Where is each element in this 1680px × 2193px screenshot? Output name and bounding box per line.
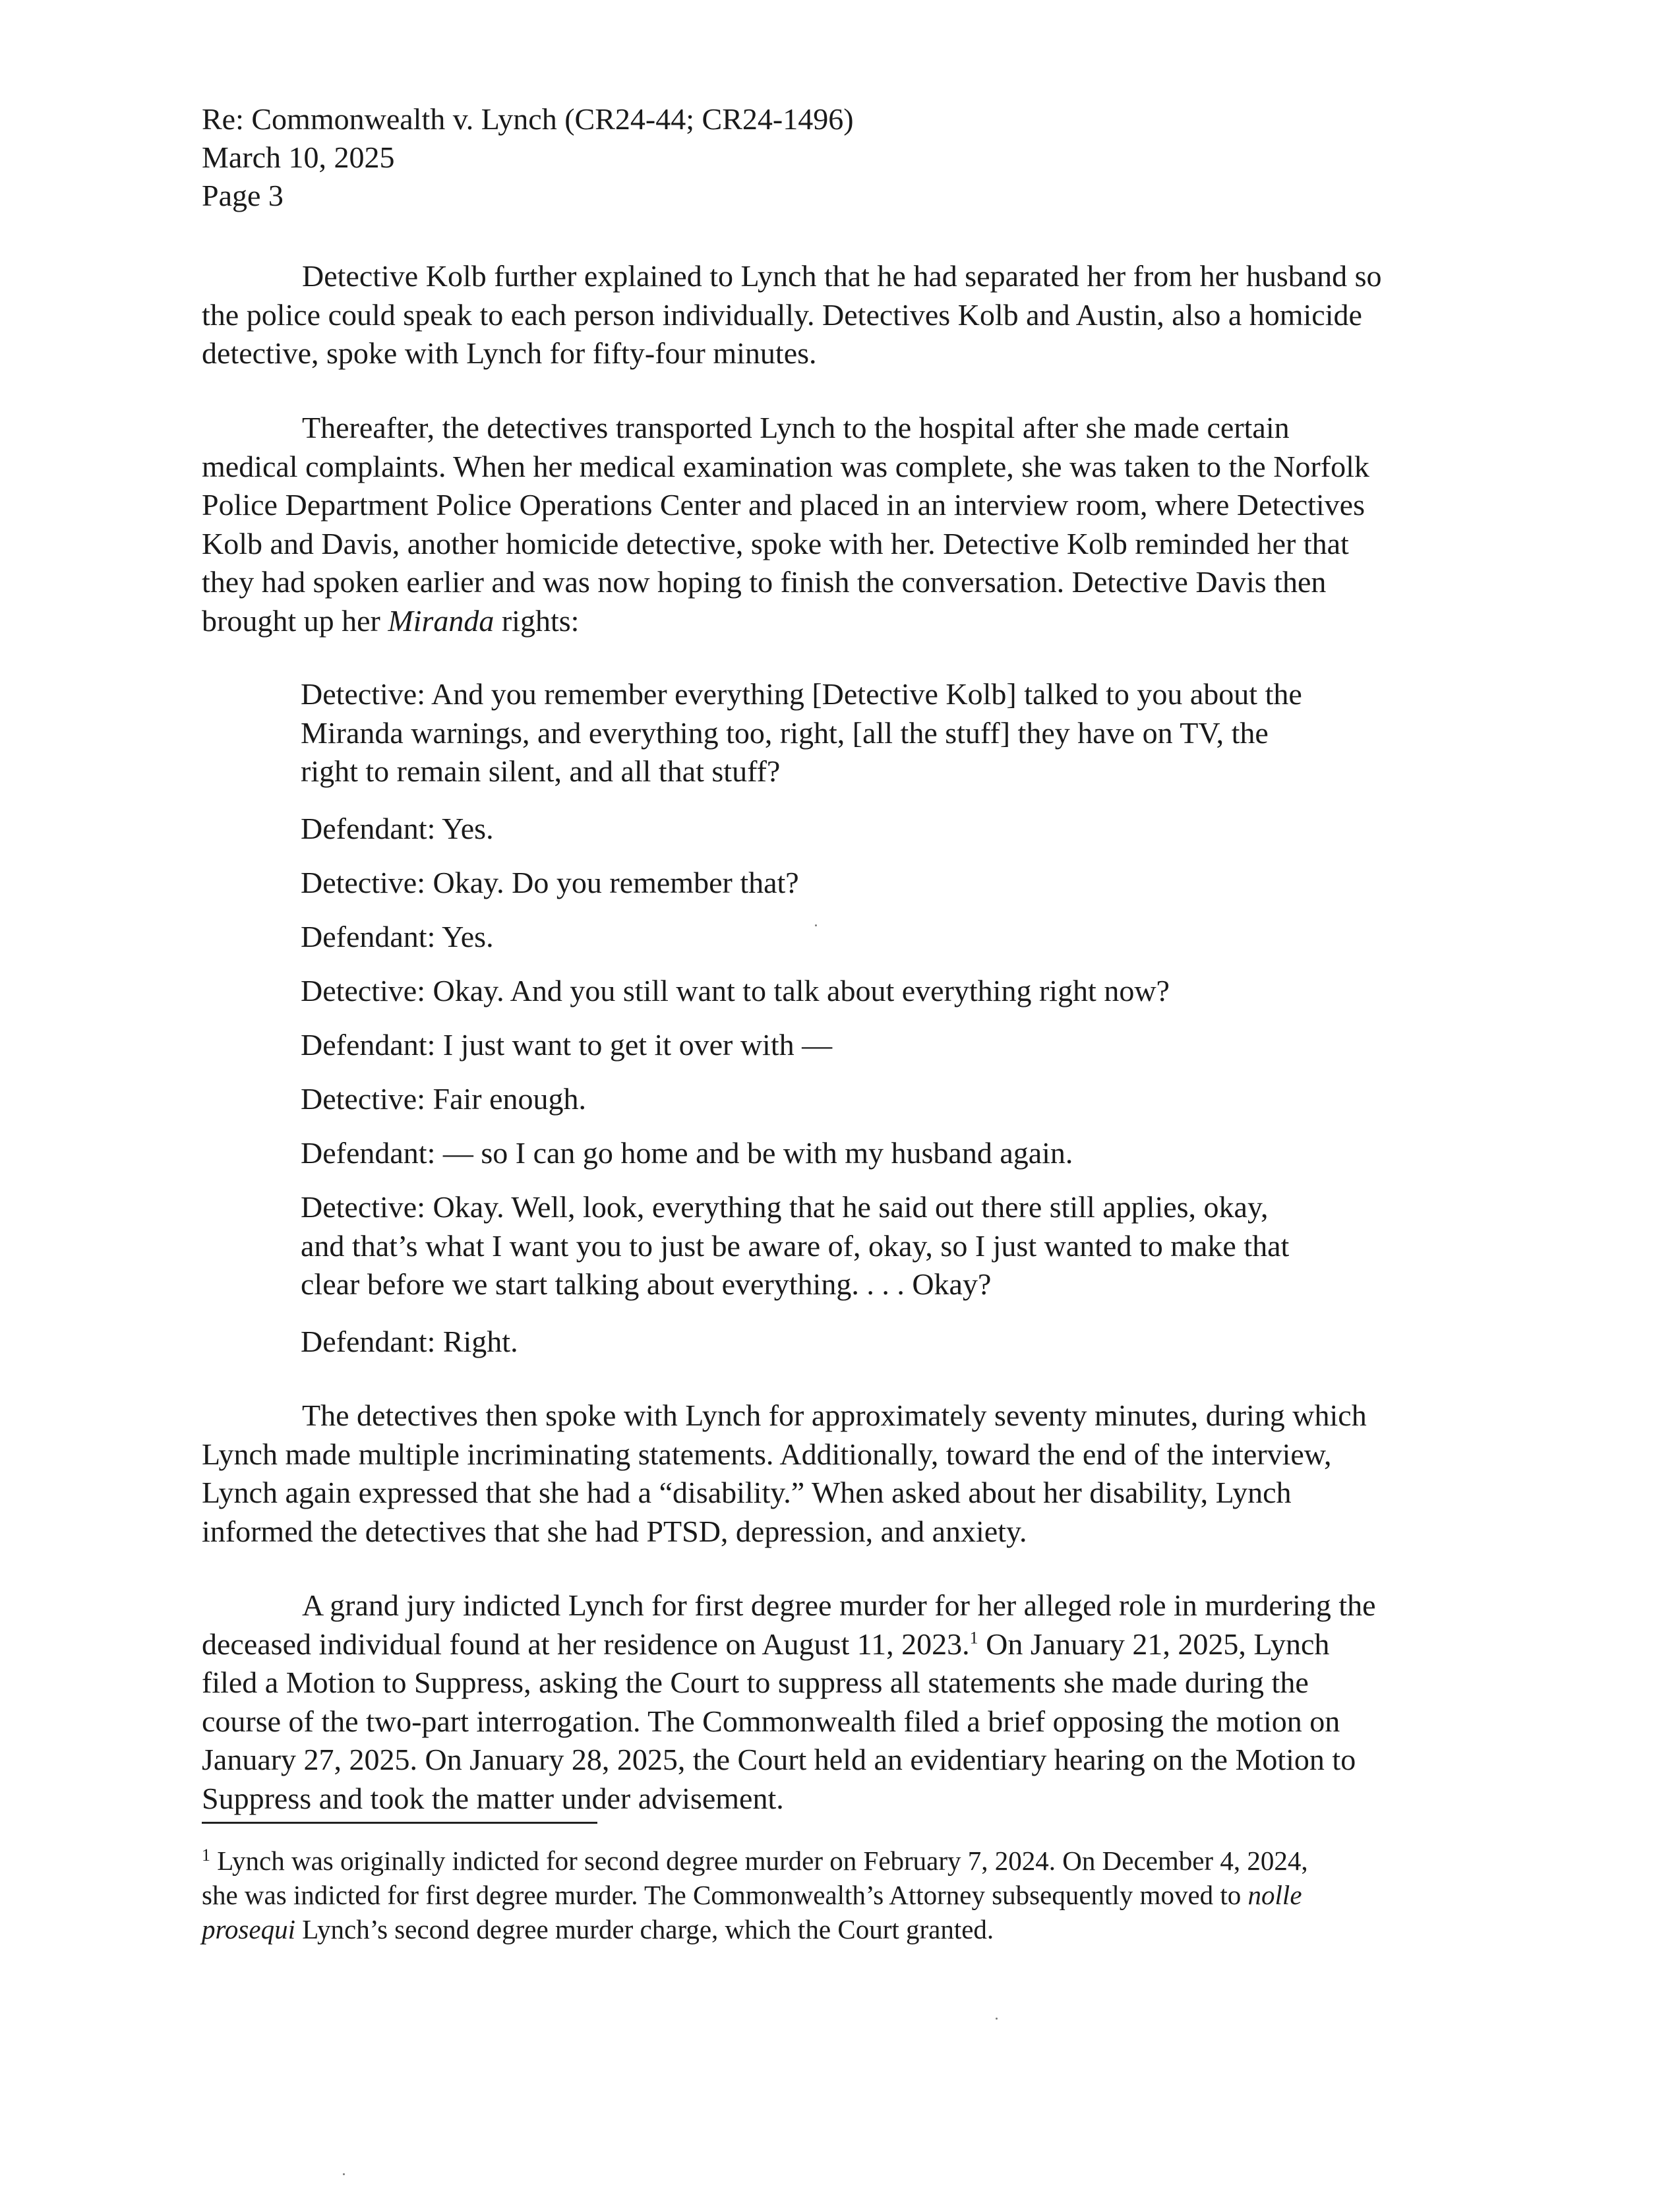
italic-case-name: Miranda bbox=[388, 603, 495, 638]
transcript-question-5 bbox=[301, 1188, 1474, 1304]
footnote-reference[interactable]: 1 bbox=[969, 1628, 978, 1648]
transcript-line: right to remain silent, and all that stuff? bbox=[301, 754, 781, 788]
paragraph-4-line: A grand jury indicted Lynch for first degree murder for her alleged role in murdering the bbox=[302, 1588, 1376, 1622]
italic-term: nolle bbox=[1247, 1880, 1302, 1910]
paragraph-2-line: Kolb and Davis, another homicide detective, spoke with her. Detective Kolb reminded her that bbox=[202, 526, 1349, 560]
transcript-answer-4: Defendant: — so I can go home and be with my husband again. bbox=[301, 1136, 1073, 1170]
text-run: she was indicted for first degree murder. The Commonwealth’s Attorney subsequently moved to bbox=[202, 1880, 1248, 1910]
footnote-line bbox=[202, 1912, 1474, 1946]
transcript-question-3: Detective: Okay. And you still want to talk about everything right now? bbox=[301, 974, 1170, 1007]
paragraph-4-line: January 27, 2025. On January 28, 2025, the Court held an evidentiary hearing on the Motion to bbox=[202, 1743, 1356, 1776]
text-run: rights: bbox=[494, 603, 580, 638]
transcript-question-2: Detective: Okay. Do you remember that? bbox=[301, 866, 799, 899]
paragraph-4-line: course of the two-part interrogation. The Commonwealth filed a brief opposing the motion on bbox=[202, 1704, 1340, 1738]
text-run: Lynch’s second degree murder charge, which the Court granted. bbox=[295, 1914, 994, 1944]
footnote-divider bbox=[202, 1822, 597, 1824]
transcript-answer-1: Defendant: Yes. bbox=[301, 812, 494, 845]
case-reference: Re: Commonwealth v. Lynch (CR24-44; CR24-1496) bbox=[202, 102, 854, 136]
paragraph-4 bbox=[202, 1586, 1474, 1818]
paragraph-4-line: Suppress and took the matter under advisement. bbox=[202, 1781, 784, 1815]
paragraph-2-line: medical complaints. When her medical examination was complete, she was taken to the Norfolk bbox=[202, 449, 1369, 483]
paragraph-2-line: Thereafter, the detectives transported Lynch to the hospital after she made certain bbox=[302, 411, 1290, 444]
paragraph-3-line: Lynch made multiple incriminating statements. Additionally, toward the end of the interview, bbox=[202, 1437, 1332, 1471]
footnote-1 bbox=[202, 1844, 1474, 1946]
paragraph-3-line: informed the detectives that she had PTSD, depression, and anxiety. bbox=[202, 1514, 1027, 1548]
transcript-line: Detective: Okay. Well, look, everything that he said out there still applies, okay, bbox=[301, 1190, 1269, 1224]
footnote-line bbox=[202, 1878, 1474, 1912]
paragraph-3-line: Lynch again expressed that she had a “disability.” When asked about her disability, Lynch bbox=[202, 1476, 1292, 1509]
transcript-line: Detective: And you remember everything [Detective Kolb] talked to you about the bbox=[301, 677, 1302, 711]
text-run: brought up her bbox=[202, 603, 388, 638]
paragraph-2-last-line bbox=[202, 602, 1474, 641]
transcript-answer-3: Defendant: I just want to get it over with — bbox=[301, 1028, 833, 1062]
paragraph-2 bbox=[202, 409, 1474, 640]
paragraph-1-line: detective, spoke with Lynch for fifty-four minutes. bbox=[202, 336, 817, 370]
text-run: Lynch was originally indicted for second degree murder on February 7, 2024. On December 4, 2024, bbox=[210, 1846, 1308, 1876]
paragraph-1-line: the police could speak to each person individually. Detectives Kolb and Austin, also a homicide bbox=[202, 297, 1362, 332]
transcript-line: and that’s what I want you to just be aware of, okay, so I just wanted to make that bbox=[301, 1228, 1290, 1263]
letter-date: March 10, 2025 bbox=[202, 140, 395, 174]
paragraph-1-line: Detective Kolb further explained to Lynch that he had separated her from her husband so bbox=[302, 259, 1382, 293]
scan-speck bbox=[815, 924, 817, 926]
scan-speck bbox=[996, 2018, 998, 2020]
scan-speck bbox=[343, 2173, 345, 2175]
paragraph-4-line-with-footnote bbox=[202, 1625, 1474, 1664]
paragraph-3 bbox=[202, 1397, 1474, 1551]
transcript-answer-2: Defendant: Yes. bbox=[301, 920, 494, 953]
paragraph-3-line: The detectives then spoke with Lynch for approximately seventy minutes, during which bbox=[302, 1398, 1367, 1432]
text-run: deceased individual found at her residence on August 11, 2023. bbox=[202, 1627, 970, 1661]
paragraph-4-line: filed a Motion to Suppress, asking the Court to suppress all statements she made during the bbox=[202, 1666, 1309, 1699]
transcript-question-1 bbox=[301, 675, 1474, 791]
footnote-marker: 1 bbox=[202, 1846, 210, 1865]
footnote-line bbox=[202, 1844, 1474, 1878]
transcript-line: clear before we start talking about everything. . . . Okay? bbox=[301, 1267, 992, 1301]
italic-term: prosequi bbox=[202, 1914, 295, 1944]
transcript-answer-5: Defendant: Right. bbox=[301, 1325, 518, 1358]
text-run: On January 21, 2025, Lynch bbox=[978, 1627, 1330, 1661]
transcript-line: Miranda warnings, and everything too, right, [all the stuff] they have on TV, the bbox=[301, 715, 1269, 750]
page-number: Page 3 bbox=[202, 179, 284, 212]
paragraph-2-line: they had spoken earlier and was now hoping to finish the conversation. Detective Davis then bbox=[202, 565, 1327, 599]
paragraph-2-line: Police Department Police Operations Center and placed in an interview room, where Detectives bbox=[202, 488, 1365, 522]
letter-header bbox=[202, 100, 854, 215]
paragraph-1 bbox=[202, 257, 1474, 373]
transcript-question-4: Detective: Fair enough. bbox=[301, 1082, 587, 1116]
